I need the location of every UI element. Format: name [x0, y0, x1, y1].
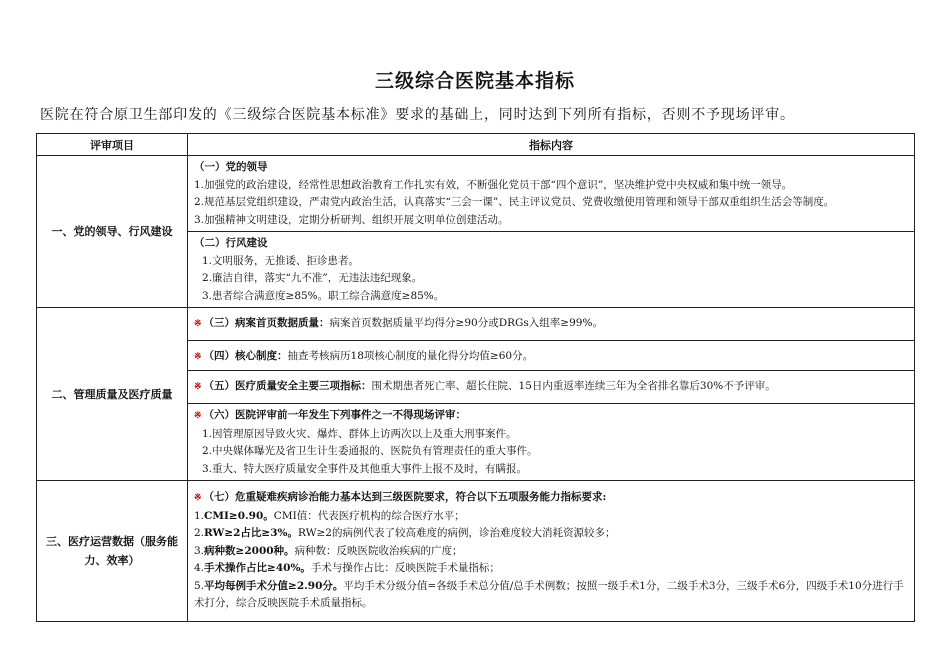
intro-paragraph: 医院在符合原卫生部印发的《三级综合医院基本标准》要求的基础上，同时达到下列所有指标，否则不予现场评审。 [40, 107, 795, 123]
list-item: 2.中央媒体曝光及省卫生计生委通报的、医院负有管理责任的重大事件。 [202, 445, 538, 457]
list-item: 1.文明服务，无推诿、拒诊患者。 [202, 254, 360, 267]
list-item: 3.重大、特大医疗质量安全事件及其他重大事件上报不及时，有瞒报。 [202, 462, 528, 475]
block-disqualifying-events [188, 404, 914, 480]
table-header-row [37, 134, 915, 156]
block-heading: （一）党的领导 [194, 161, 268, 173]
key-marker-icon: ※ [194, 319, 202, 329]
category-quality: 二、管理质量及医疗质量 [37, 308, 188, 481]
block-core-system [188, 341, 914, 369]
list-item: 2.RW≥2占比≥3%。RW≥2的病例代表了较高难度的病例，诊治难度较大消耗资源较多； [194, 527, 616, 539]
list-item: 2.廉洁自律，落实“九不准”，无违法违纪现象。 [202, 272, 423, 284]
table-row [37, 308, 915, 341]
key-marker-icon: ※ [194, 493, 202, 503]
header-review-item: 评审项目 [37, 134, 188, 156]
block-text: 抽查考核病历18项核心制度的量化得分均值≥60分。 [287, 350, 534, 362]
block-heading: （六）医院评审前一年发生下列事件之一不得现场评审： [203, 409, 467, 421]
block-safety-indicators [188, 371, 914, 399]
list-item: 1.加强党的政治建设，经常性思想政治教育工作扎实有效，不断强化党员干部“四个意识”，坚决维护党中央权威和集中统一领导。 [194, 178, 793, 191]
block-heading: （二）行风建设 [194, 237, 268, 249]
table-row [37, 156, 915, 232]
block-heading: （三）病案首页数据质量： [203, 317, 330, 329]
block-party-leadership [188, 156, 914, 231]
block-heading: （七）危重疑难疾病诊治能力基本达到三级医院要求，符合以下五项服务能力指标要求: [203, 491, 607, 503]
list-item: 5.平均每例手术分值≥2.90分。平均手术分级分值=各级手术总分值/总手术例数；按照一级手术1分，二级手术3分，三级手术6分，四级手术10分进行手术打分，综合反映医院手术质量指标。 [194, 579, 904, 609]
page-title: 三级综合医院基本指标 [374, 70, 575, 92]
key-marker-icon: ※ [194, 411, 202, 421]
list-item: 4.手术操作占比≥40%。手术与操作占比：反映医院手术量指标； [194, 562, 500, 574]
list-item: 3.病种数≥2000种。病种数：反映医院收治疾病的广度； [194, 544, 463, 557]
block-heading: （四）核心制度： [203, 350, 288, 362]
block-text: 病案首页数据质量平均得分≥90分或DRGs入组率≥99%。 [329, 317, 603, 329]
key-marker-icon: ※ [194, 382, 202, 392]
indicator-table [36, 133, 915, 622]
list-item: 1.因管理原因导致火灾、爆炸、群体上访两次以上及重大刑事案件。 [202, 427, 517, 440]
category-operations: 三、医疗运营数据（服务能力、效率） [37, 481, 188, 622]
list-item: 2.规范基层党组织建设，严肃党内政治生活，认真落实“三会一课”、民主评议党员、党费收缴使用管理和领导干部双重组织生活会等制度。 [194, 196, 835, 208]
block-text: 围术期患者死亡率、超长住院、15日内重返率连续三年为全省排名靠后30%不予评审。 [371, 380, 776, 392]
list-item: 3.患者综合满意度≥85%。职工综合满意度≥85%。 [202, 289, 445, 302]
key-marker-icon: ※ [194, 352, 202, 362]
block-service-capacity [188, 481, 914, 615]
table-row [37, 481, 915, 622]
list-item: 1.CMI≥0.90。CMI值：代表医疗机构的综合医疗水平； [194, 509, 465, 522]
block-conduct [188, 232, 914, 307]
category-party-leadership: 一、党的领导、行风建设 [37, 156, 188, 308]
block-record-quality [188, 308, 914, 336]
header-indicator-content: 指标内容 [188, 134, 915, 156]
list-item: 3.加强精神文明建设，定期分析研判、组织开展文明单位创建活动。 [194, 213, 509, 226]
block-heading: （五）医疗质量安全主要三项指标： [203, 380, 372, 392]
